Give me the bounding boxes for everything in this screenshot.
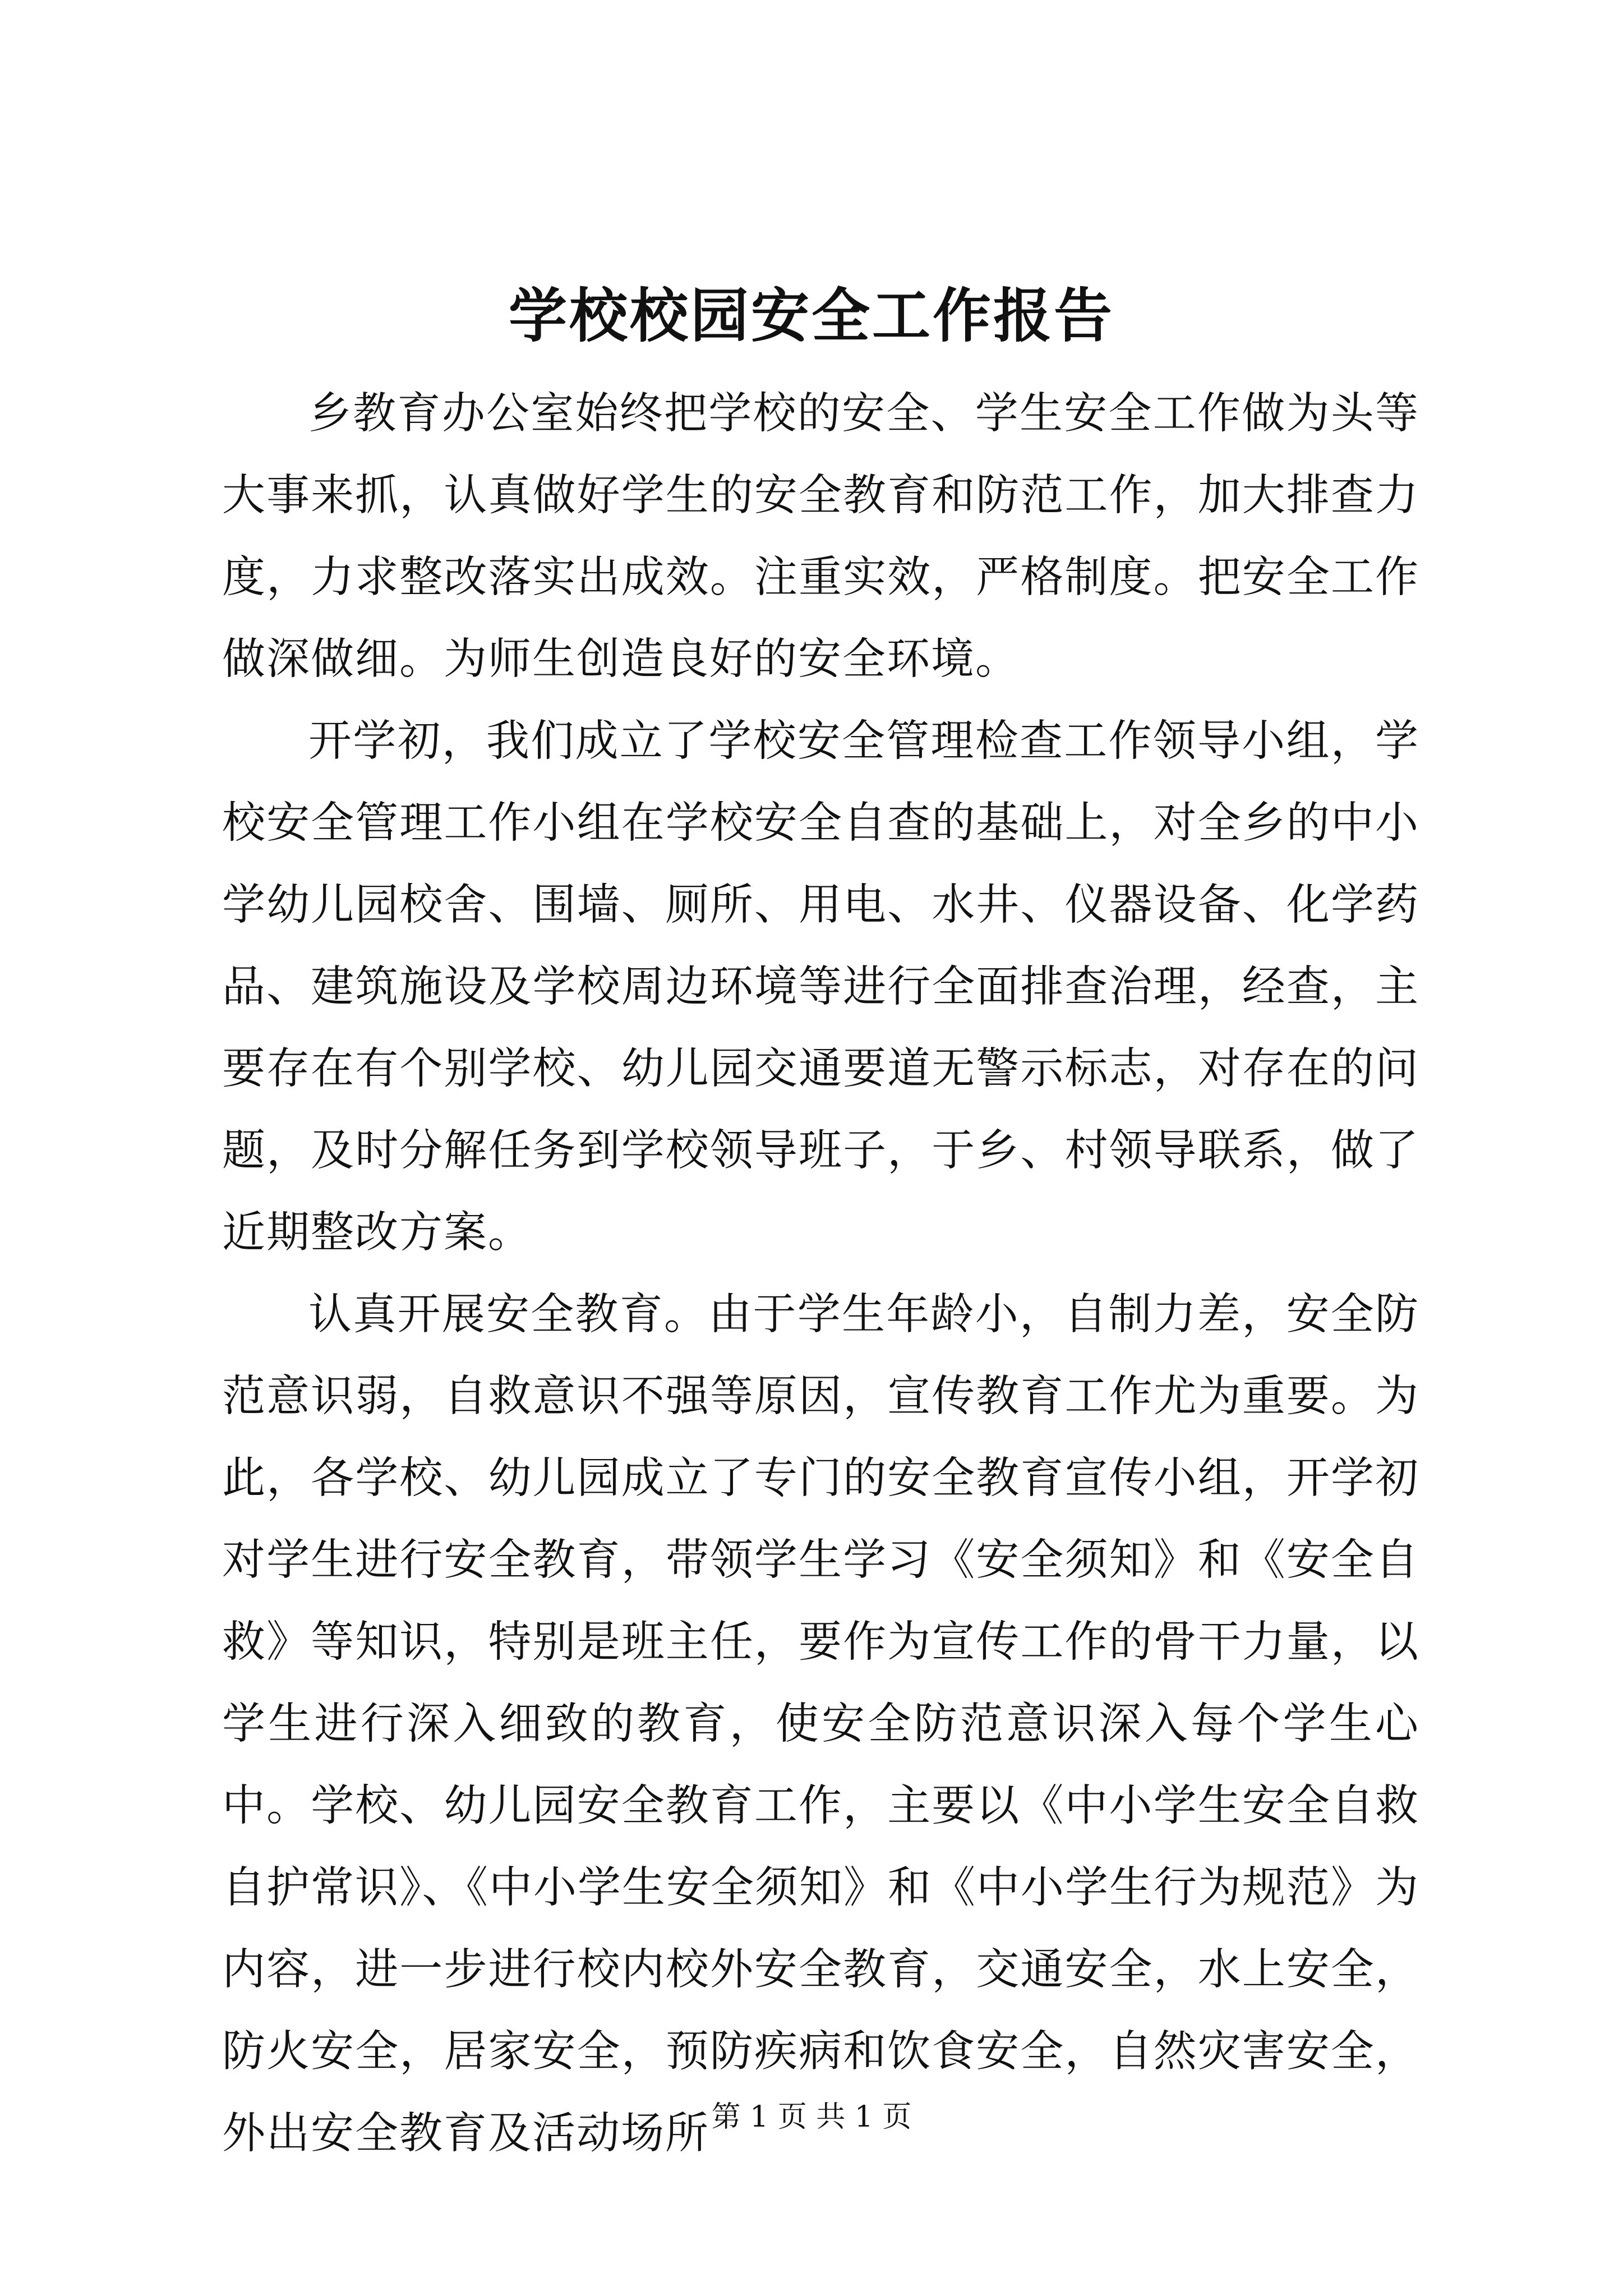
paragraph: 认真开展安全教育。由于学生年龄小，自制力差，安全防范意识弱，自救意识不强等原因，宣传教育工作尤为重要。为此，各学校、幼儿园成立了专门的安全教育宣传小组，开学初对学生进行安全教育，带领学生学习《安全须知》和《安全自救》等知识，特别是班主任，要作为宣传工作的骨干力量，以学生进行深入细致的教育，使安全防范意识深入每个学生心中。学校、幼儿园安全教育工作，主要以《中小学生安全自救自护常识》、《中小学生安全须知》和《中小学生行为规范》为内容，进一步进行校内校外安全教育，交通安全，水上安全，防火安全，居家安全，预防疾病和饮食安全，自然灾害安全，外出安全教育及活动场所	[222, 1290, 1419, 2159]
document-body	[222, 373, 1419, 2175]
page-footer: 第 1 页 共 1 页	[711, 2100, 912, 2134]
document-title: 学校校园安全工作报告	[508, 281, 1114, 350]
paragraph: 开学初，我们成立了学校安全管理检查工作领导小组，学校安全管理工作小组在学校安全自查的基础上，对全乡的中小学幼儿园校舍、围墙、厕所、用电、水井、仪器设备、化学药品、建筑施设及学校周边环境等进行全面排查治理，经查，主要存在有个别学校、幼儿园交通要道无警示标志，对存在的问题，及时分解任务到学校领导班子，于乡、村领导联系，做了近期整改方案。	[222, 716, 1419, 1258]
paragraph: 乡教育办公室始终把学校的安全、学生安全工作做为头等大事来抓，认真做好学生的安全教育和防范工作，加大排查力度，力求整改落实出成效。注重实效，严格制度。把安全工作做深做细。为师生创造良好的安全环境。	[222, 389, 1419, 684]
